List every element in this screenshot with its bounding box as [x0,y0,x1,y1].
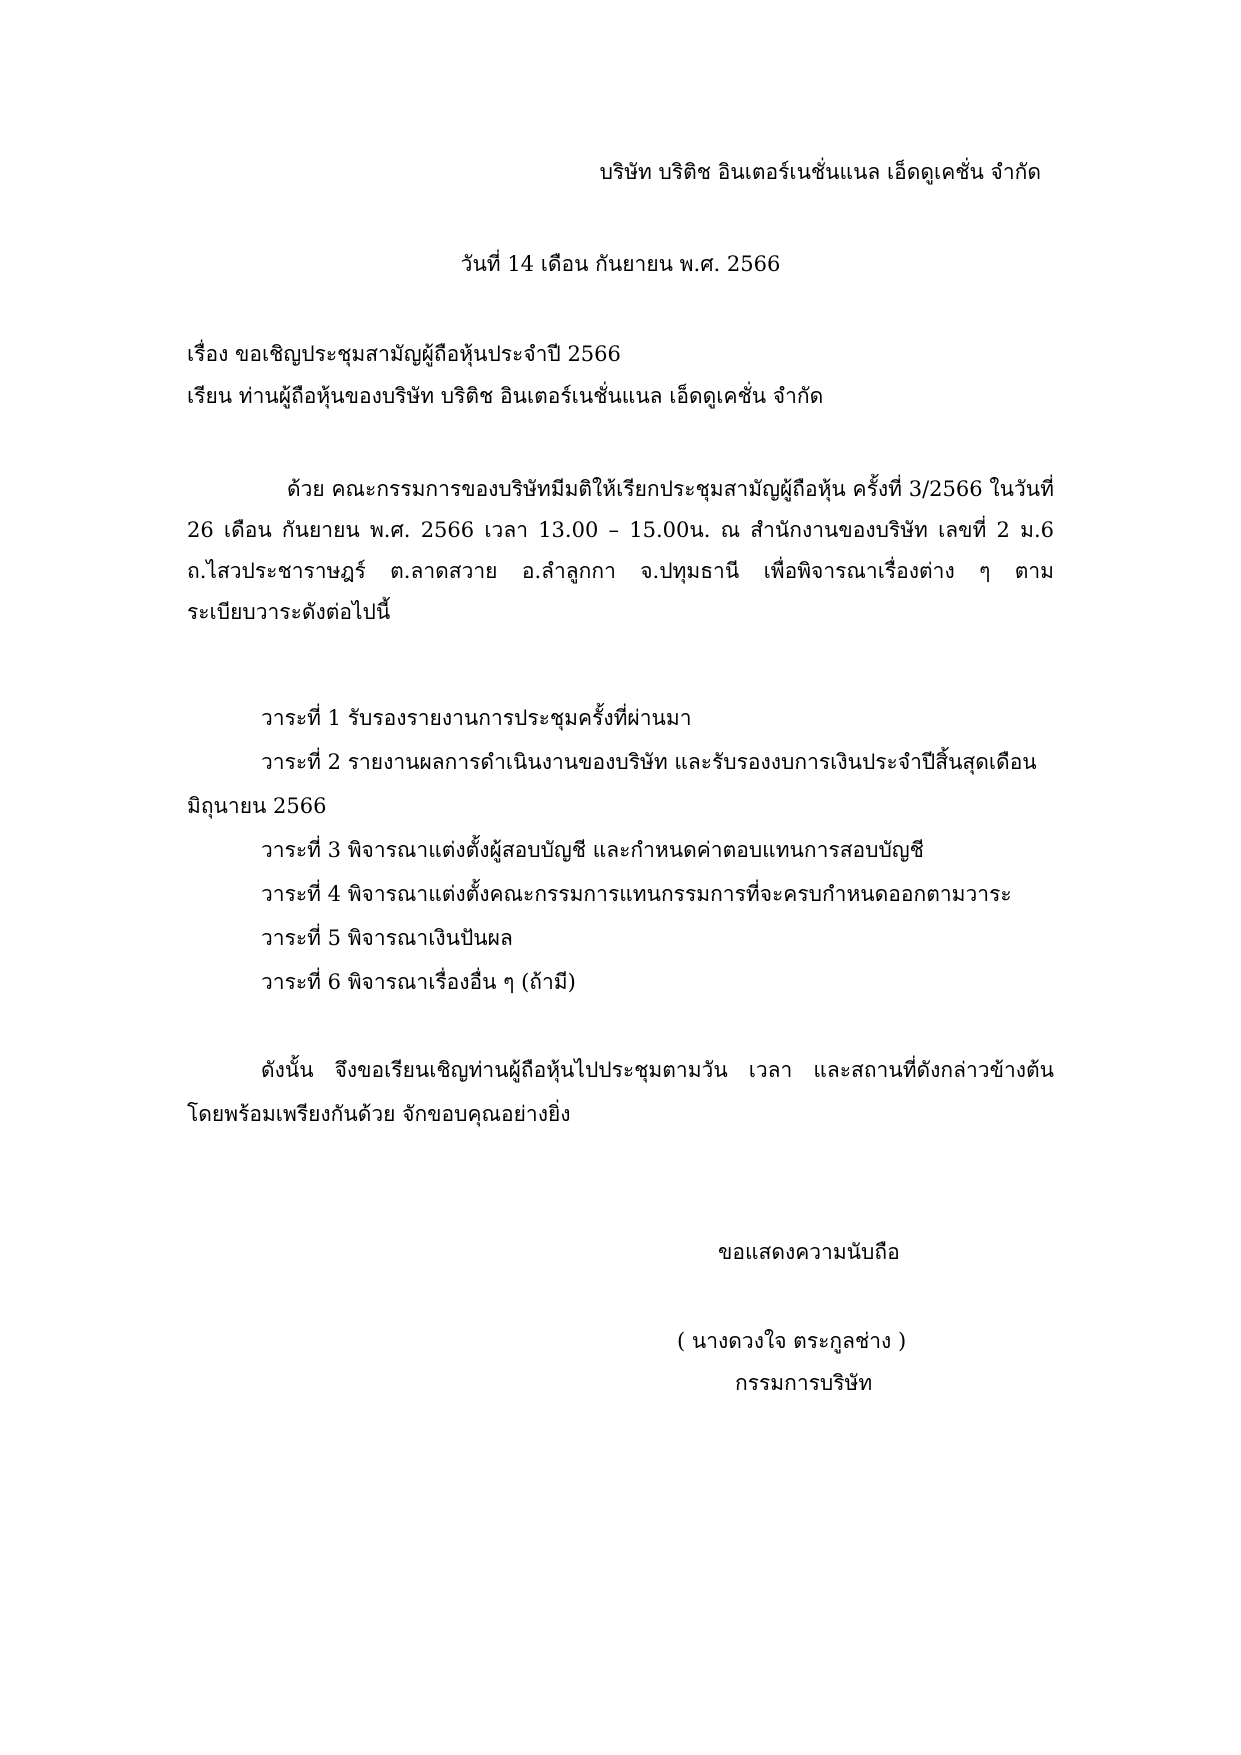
body-paragraph [187,469,1054,633]
letter-recipient: เรียน ท่านผู้ถือหุ้นของบริษัท บริติช อินเตอร์เนชั่นแนล เอ็ดดูเคชั่น จำกัด [187,384,824,408]
closing-paragraph [187,1048,1054,1136]
agenda-item-text: วาระที่ 1 รับรองรายงานการประชุมครั้งที่ผ่านมา [261,706,692,730]
agenda-item [187,828,1054,872]
company-name-header: บริษัท บริติช อินเตอร์เนชั่นแนล เอ็ดดูเคชั่น จำกัด [599,160,1041,184]
signatory-name: ( นางดวงใจ ตระกูลช่าง ) [677,1329,907,1353]
agenda-item-text: วาระที่ 6 พิจารณาเรื่องอื่น ๆ (ถ้ามี) [261,970,576,994]
agenda-item [187,696,1054,740]
agenda-item-text: วาระที่ 5 พิจารณาเงินปันผล [261,926,513,950]
agenda-list [187,696,1054,1004]
letter-subject: เรื่อง ขอเชิญประชุมสามัญผู้ถือหุ้นประจำปี 2566 [187,342,621,366]
agenda-item [187,960,1054,1004]
agenda-item-text: วาระที่ 2 รายงานผลการดำเนินงานของบริษัท และรับรองงบการเงินประจำปีสิ้นสุดเดือน [261,750,1037,774]
body-text: ด้วย คณะกรรมการของบริษัทมีมติให้เรียกประชุมสามัญผู้ถือหุ้น ครั้งที่ 3/2566 ในวันที่ 26 เดือน กันยายน พ.ศ. 2566 เวลา 13.00 – 15.00น. ณ สำนักงานของบริษัท เลขที่ 2 ม.6 ถ.ไสวประชาราษฎร์ ต.ลาดสวาย อ.ลำลูกกา จ.ปทุมธานี เพื่อพิจารณาเรื่องต่าง ๆ ตามระเบียบวาระดังต่อไปนี้ [187,477,1054,624]
signature-regards: ขอแสดงความนับถือ [718,1240,900,1264]
closing-text: ดังนั้น จึงขอเรียนเชิญท่านผู้ถือหุ้นไปประชุมตามวัน เวลา และสถานที่ดังกล่าวข้างต้น โดยพร้อมเพรียงกันด้วย จักขอบคุณอย่างยิ่ง [187,1058,1054,1126]
agenda-item-continuation: มิถุนายน 2566 [187,794,327,818]
agenda-item [187,872,1054,916]
agenda-item [187,740,1054,784]
agenda-item-text: วาระที่ 3 พิจารณาแต่งตั้งผู้สอบบัญชี และกำหนดค่าตอบแทนการสอบบัญชี [261,838,924,862]
letter-date: วันที่ 14 เดือน กันยายน พ.ศ. 2566 [460,252,781,276]
agenda-item [187,916,1054,960]
agenda-item-text: วาระที่ 4 พิจารณาแต่งตั้งคณะกรรมการแทนกรรมการที่จะครบกำหนดออกตามวาระ [261,882,1012,906]
signatory-title: กรรมการบริษัท [735,1371,873,1395]
